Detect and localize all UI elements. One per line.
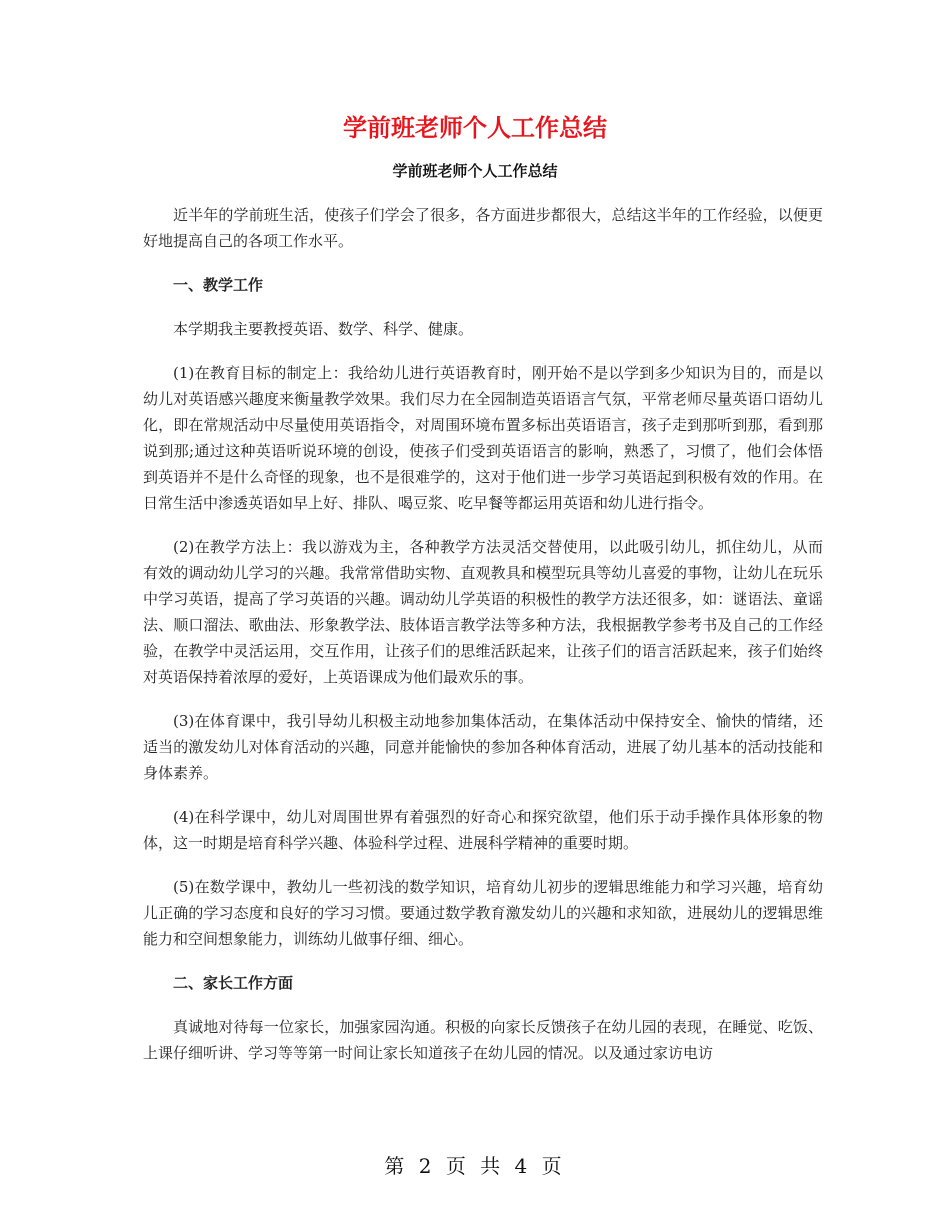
paragraph: (5)在数学课中，教幼儿一些初浅的数学知识，培育幼儿初步的逻辑思维能力和学习兴趣，培育幼儿正确的学习态度和良好的学习习惯。要通过数学教育激发幼儿的兴趣和求知欲，进展幼儿的逻辑思维能力和空间想象能力，训练幼儿做事仔细、细心。 <box>143 878 823 948</box>
section-heading-teaching: 一、教学工作 <box>173 276 264 294</box>
page-number-footer: 第 2 页 共 4 页 <box>384 1154 566 1178</box>
paragraph: (1)在教育目标的制定上：我给幼儿进行英语教育时，刚开始不是以学到多少知识为目的，而是以幼儿对英语感兴趣度来衡量教学效果。我们尽力在全园制造英语语言气氛，平常老师尽量英语口语幼儿化，即在常规活动中尽量使用英语指令，对周围环境布置多标出英语语言，孩子走到那听到那，看到那说到那;通过这种英语听说环境的创设，使孩子们受到英语语言的影响，熟悉了，习惯了，他们会体悟到英语并不是什么奇怪的现象，也不是很难学的，这对于他们进一步学习英语起到积极有效的作用。在日常生活中渗透英语如早上好、排队、喝豆浆、吃早餐等都运用英语和幼儿进行指令。 <box>143 364 823 512</box>
paragraph: 真诚地对待每一位家长，加强家园沟通。积极的向家长反馈孩子在幼儿园的表现，在睡觉、吃饭、上课仔细听讲、学习等等第一时间让家长知道孩子在幼儿园的情况。以及通过家访电访 <box>143 1018 823 1062</box>
document-subtitle: 学前班老师个人工作总结 <box>392 162 558 180</box>
document-body <box>143 202 823 1084</box>
intro-paragraph: 近半年的学前班生活，使孩子们学会了很多，各方面进步都很大，总结这半年的工作经验，以便更好地提高自己的各项工作水平。 <box>143 206 823 250</box>
paragraph: (4)在科学课中，幼儿对周围世界有着强烈的好奇心和探究欲望，他们乐于动手操作具体形象的物体，这一时期是培育科学兴趣、体验科学过程、进展科学精神的重要时期。 <box>143 808 823 852</box>
paragraph: (2)在教学方法上：我以游戏为主，各种教学方法灵活交替使用，以此吸引幼儿，抓住幼儿，从而有效的调动幼儿学习的兴趣。我常常借助实物、直观教具和模型玩具等幼儿喜爱的事物，让幼儿在玩乐中学习英语，提高了学习英语的兴趣。调动幼儿学英语的积极性的教学方法还很多，如：谜语法、童谣法、顺口溜法、歌曲法、形象教学法、肢体语言教学法等多种方法，我根据教学参考书及自己的工作经验，在教学中灵活运用，交互作用，让孩子们的思维活跃起来，让孩子们的语言活跃起来，孩子们始终对英语保持着浓厚的爱好，上英语课成为他们最欢乐的事。 <box>143 538 823 686</box>
paragraph: 本学期我主要教授英语、数学、科学、健康。 <box>173 320 474 338</box>
document-title: 学前班老师个人工作总结 <box>343 114 607 142</box>
paragraph: (3)在体育课中，我引导幼儿积极主动地参加集体活动，在集体活动中保持安全、愉快的情绪，还适当的激发幼儿对体育活动的兴趣，同意并能愉快的参加各种体育活动，进展了幼儿基本的活动技能和身体素养。 <box>143 712 823 782</box>
section-heading-parents: 二、家长工作方面 <box>173 974 294 992</box>
